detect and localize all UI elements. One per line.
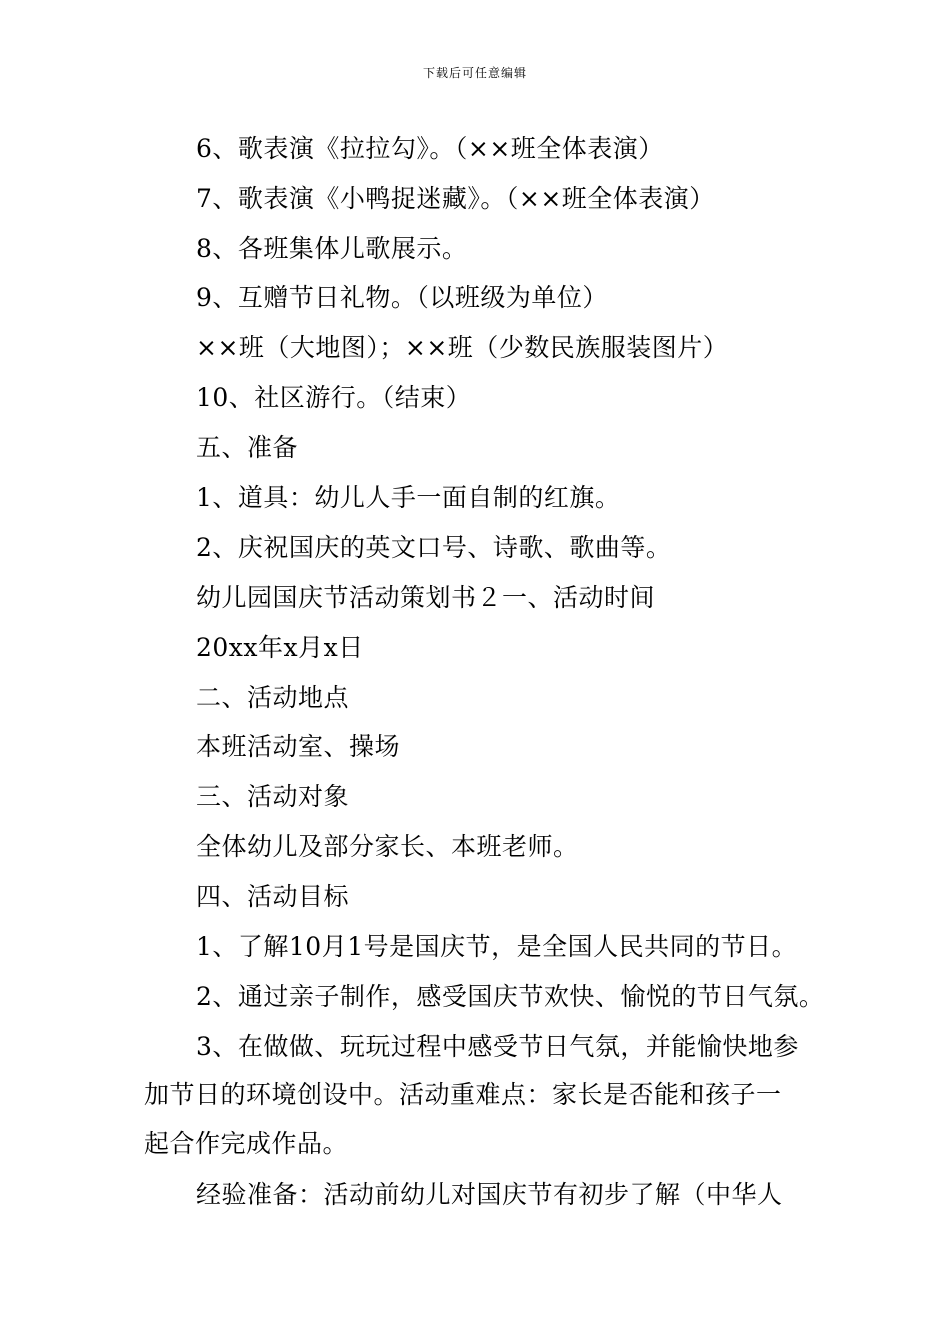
text-line: 全体幼儿及部分家长、本班老师。 [196, 832, 579, 861]
text-line: 10、社区游行。（结束） [196, 383, 472, 412]
document-title-line: 幼儿园国庆节活动策划书２一、活动时间 [196, 583, 656, 612]
text-line: 7、歌表演《小鸭捉迷藏》。（××班全体表演） [196, 184, 715, 213]
text-line: 起合作完成作品。 [144, 1129, 349, 1158]
text-line: 20xx年x月x日 [196, 633, 364, 662]
text-line: ××班（大地图）；××班（少数民族服装图片） [196, 333, 729, 362]
text-line: 6、歌表演《拉拉勾》。（××班全体表演） [196, 134, 664, 163]
section-heading: 五、准备 [196, 433, 299, 462]
text-line: 8、各班集体儿歌展示。 [196, 234, 468, 263]
page-header: 下载后可任意编辑 [422, 66, 527, 80]
text-line: 2、通过亲子制作，感受国庆节欢快、愉悦的节日气氛。 [196, 982, 825, 1011]
text-line: 本班活动室、操场 [196, 732, 401, 761]
text-line: 1、了解10月1号是国庆节，是全国人民共同的节日。 [196, 932, 798, 961]
text-line: 9、互赠节日礼物。（以班级为单位） [196, 283, 608, 312]
text-line: 加节日的环境创设中。活动重难点：家长是否能和孩子一 [144, 1080, 782, 1109]
section-heading: 三、活动对象 [196, 782, 350, 811]
section-heading: 四、活动目标 [196, 882, 350, 911]
text-line: 经验准备：活动前幼儿对国庆节有初步了解（中华人 [196, 1180, 783, 1209]
text-line: 1、道具：幼儿人手一面自制的红旗。 [196, 483, 621, 512]
text-line: 2、庆祝国庆的英文口号、诗歌、歌曲等。 [196, 533, 672, 562]
text-line: 3、在做做、玩玩过程中感受节日气氛，并能愉快地参 [196, 1032, 799, 1061]
section-heading: 二、活动地点 [196, 683, 350, 712]
